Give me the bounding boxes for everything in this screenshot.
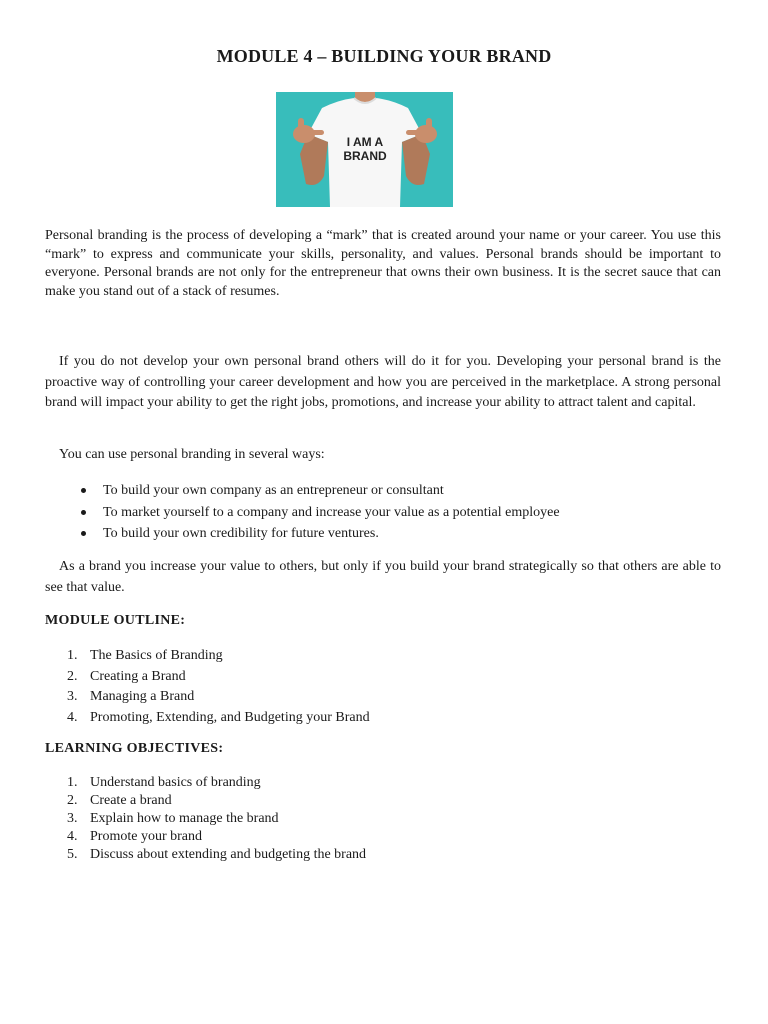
bullet-icon <box>81 531 86 536</box>
list-item: To market yourself to a company and increase your value as a potential employee <box>45 502 721 524</box>
module-outline-list <box>45 646 721 728</box>
paragraph-develop-brand: If you do not develop your own personal brand others will do it for you. Developing your personal brand is the proactive way of controlling your career development and how you are perceived in the marketplace. A strong personal brand will impact your ability to get the right jobs, promotions, and increase your ability to attract talent and capital. <box>45 354 721 410</box>
bullet-icon <box>81 488 86 493</box>
paragraph-brand-value: As a brand you increase your value to others, but only if you build your brand strategically so that others are able to see that value. <box>45 559 721 595</box>
learning-objectives-heading: LEARNING OBJECTIVES: <box>45 741 224 756</box>
page-title: MODULE 4 – BUILDING YOUR BRAND <box>216 46 552 66</box>
list-item: 2. Creating a Brand <box>67 668 186 684</box>
hero-image <box>276 92 453 207</box>
list-item: 1. The Basics of Branding <box>67 648 223 663</box>
list-item: 4. Promoting, Extending, and Budgeting your Brand <box>67 709 370 725</box>
paragraph-personal-branding: Personal branding is the process of developing a “mark” that is created around your name or your career. You use this “mark” to express and communicate your skills, personality, and values. Personal brands should be important to everyone. Personal brands are not only for the entrepreneur that owns their own business. It is the secret sauce that can make you stand out of a stack of resumes. <box>45 228 721 299</box>
shirt-text-line2: BRAND <box>343 149 387 163</box>
list-item: 5. Discuss about extending and budgeting the brand <box>67 847 367 862</box>
list-item: To build your own credibility for future ventures. <box>45 523 721 545</box>
shirt-text-line1: I AM A <box>346 135 384 149</box>
list-item: 2. Create a brand <box>67 793 172 808</box>
paragraph-ways-intro: You can use personal branding in several ways: <box>59 447 325 462</box>
module-outline-heading: MODULE OUTLINE: <box>45 613 186 628</box>
bullet-icon <box>81 510 86 515</box>
list-item: 4. Promote your brand <box>67 829 202 844</box>
list-item: 3. Managing a Brand <box>67 689 195 704</box>
list-item: 1. Understand basics of branding <box>67 775 261 790</box>
list-item: To build your own company as an entrepreneur or consultant <box>45 480 721 502</box>
ways-bullet-list <box>45 480 721 545</box>
list-item: 3. Explain how to manage the brand <box>67 811 279 826</box>
learning-objectives-list <box>45 774 721 864</box>
i-am-a-brand-photo <box>276 92 453 207</box>
